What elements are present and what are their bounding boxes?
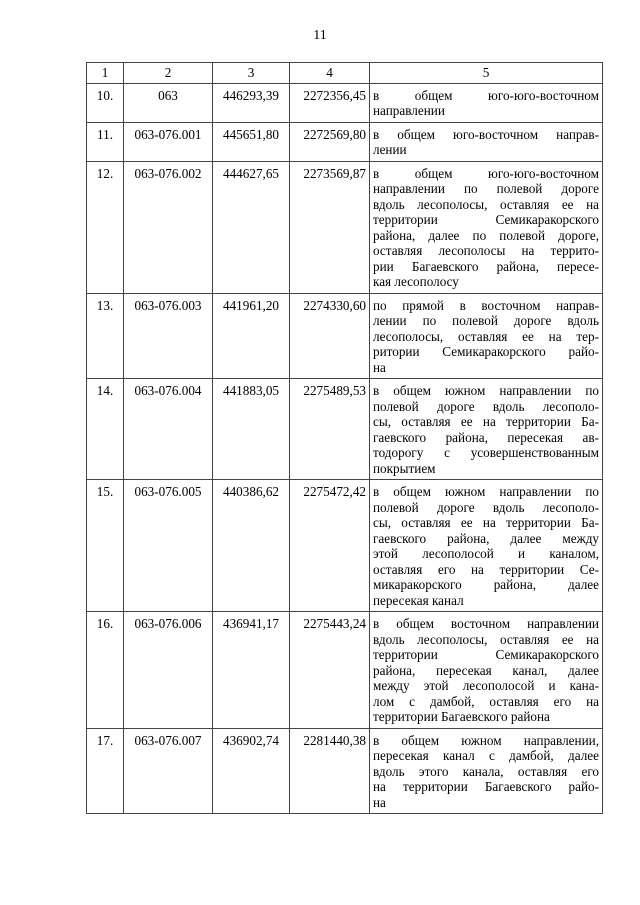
description-line: гаевского района, далее между xyxy=(373,530,599,546)
row-number-cell: 12. xyxy=(87,161,124,293)
description-line: в общем юго-юго-восточном xyxy=(373,165,599,181)
description-line: пересекая канал с дамбой, далее xyxy=(373,748,599,763)
point-id-cell: 063-076.002 xyxy=(124,161,213,293)
point-id-cell: 063 xyxy=(124,83,213,122)
description-line: в общем южном направлении, xyxy=(373,732,599,748)
y-coordinate-cell: 2275472,42 xyxy=(290,480,370,612)
description-line: между этой лесополосой и кана- xyxy=(373,678,599,693)
description-cell xyxy=(370,83,603,122)
x-coordinate-cell: 436941,17 xyxy=(213,612,290,729)
x-coordinate-cell: 441961,20 xyxy=(213,293,290,379)
x-coordinate-cell: 446293,39 xyxy=(213,83,290,122)
description-line: в общем южном направлении по xyxy=(373,383,599,398)
description-line: этой лесополосой и каналом, xyxy=(373,546,599,561)
description-line: в общем юго-юго-восточном xyxy=(373,87,599,103)
description-cell xyxy=(370,293,603,379)
description-line: в общем восточном направлении xyxy=(373,616,599,631)
description-line: по прямой в восточном направ- xyxy=(373,297,599,313)
table-row xyxy=(87,379,603,480)
x-coordinate-cell: 440386,62 xyxy=(213,480,290,612)
x-coordinate-cell: 444627,65 xyxy=(213,161,290,293)
table-row xyxy=(87,122,603,161)
description-line: оставляя его на территории Се- xyxy=(373,561,599,577)
y-coordinate-cell: 2272356,45 xyxy=(290,83,370,122)
description-line: кая лесополосу xyxy=(373,274,459,289)
row-number-cell: 13. xyxy=(87,293,124,379)
row-number-cell: 15. xyxy=(87,480,124,612)
table-body xyxy=(87,83,603,814)
column-header: 2 xyxy=(124,63,213,84)
description-line: пересекая канал xyxy=(373,592,464,608)
description-cell xyxy=(370,122,603,161)
row-number-cell: 11. xyxy=(87,122,124,161)
y-coordinate-cell: 2281440,38 xyxy=(290,728,370,814)
column-header: 1 xyxy=(87,63,124,84)
description-line: гаевского района, пересекая ав- xyxy=(373,429,599,445)
description-line: на xyxy=(373,794,386,810)
description-line: лении по полевой дороге вдоль xyxy=(373,313,599,328)
table-row xyxy=(87,480,603,612)
row-number-cell: 17. xyxy=(87,728,124,814)
description-line: в общем южном направлении по xyxy=(373,484,599,499)
description-line: полевой дороге вдоль лесополо- xyxy=(373,398,599,414)
point-id-cell: 063-076.007 xyxy=(124,728,213,814)
description-cell xyxy=(370,480,603,612)
description-line: на xyxy=(373,359,386,375)
description-cell xyxy=(370,161,603,293)
description-line: рии Багаевского района, пересе- xyxy=(373,258,599,274)
table-row xyxy=(87,612,603,729)
x-coordinate-cell: 441883,05 xyxy=(213,379,290,480)
description-line: вдоль лесополосы, оставляя ее на xyxy=(373,196,599,212)
description-line: микаракорского района, далее xyxy=(373,577,599,592)
description-line: территории Семикаракорского xyxy=(373,212,599,227)
row-number-cell: 14. xyxy=(87,379,124,480)
y-coordinate-cell: 2275489,53 xyxy=(290,379,370,480)
description-line: на территории Багаевского райо- xyxy=(373,779,599,794)
header-row xyxy=(87,63,603,84)
description-line: тодорогу с усовершенствованным xyxy=(373,445,599,460)
description-line: территории Семикаракорского xyxy=(373,647,599,662)
description-line: вдоль лесополосы, оставляя ее на xyxy=(373,631,599,647)
point-id-cell: 063-076.001 xyxy=(124,122,213,161)
description-line: направлении по полевой дороге xyxy=(373,181,599,196)
description-line: территории Багаевского района xyxy=(373,709,550,724)
description-line: сы, оставляя ее на территории Ба- xyxy=(373,515,599,530)
description-line: лом с дамбой, оставляя его на xyxy=(373,693,599,709)
row-number-cell: 10. xyxy=(87,83,124,122)
description-line: в общем юго-восточном направ- xyxy=(373,126,599,142)
column-header: 4 xyxy=(290,63,370,84)
y-coordinate-cell: 2272569,80 xyxy=(290,122,370,161)
point-id-cell: 063-076.004 xyxy=(124,379,213,480)
x-coordinate-cell: 445651,80 xyxy=(213,122,290,161)
column-header: 3 xyxy=(213,63,290,84)
point-id-cell: 063-076.003 xyxy=(124,293,213,379)
page-number: 11 xyxy=(313,28,327,43)
description-line: вдоль этого канала, оставляя его xyxy=(373,763,599,779)
table-row xyxy=(87,161,603,293)
y-coordinate-cell: 2273569,87 xyxy=(290,161,370,293)
description-line: направлении xyxy=(373,103,445,118)
point-id-cell: 063-076.006 xyxy=(124,612,213,729)
description-line: лении xyxy=(373,142,407,157)
point-id-cell: 063-076.005 xyxy=(124,480,213,612)
boundary-table xyxy=(86,62,603,814)
x-coordinate-cell: 436902,74 xyxy=(213,728,290,814)
description-cell xyxy=(370,379,603,480)
column-header: 5 xyxy=(370,63,603,84)
description-line: ритории Семикаракорского райо- xyxy=(373,344,599,359)
row-number-cell: 16. xyxy=(87,612,124,729)
description-line: покрытием xyxy=(373,460,436,476)
description-line: района, пересекая канал, далее xyxy=(373,662,599,678)
description-cell xyxy=(370,728,603,814)
description-line: полевой дороге вдоль лесополо- xyxy=(373,499,599,515)
description-line: сы, оставляя ее на территории Ба- xyxy=(373,414,599,429)
table-row xyxy=(87,83,603,122)
description-line: оставляя лесополосы на террито- xyxy=(373,243,599,258)
description-line: района, далее по полевой дороге, xyxy=(373,227,599,243)
table-row xyxy=(87,293,603,379)
description-line: лесополосы, оставляя ее на тер- xyxy=(373,328,599,344)
y-coordinate-cell: 2275443,24 xyxy=(290,612,370,729)
y-coordinate-cell: 2274330,60 xyxy=(290,293,370,379)
table-row xyxy=(87,728,603,814)
description-cell xyxy=(370,612,603,729)
